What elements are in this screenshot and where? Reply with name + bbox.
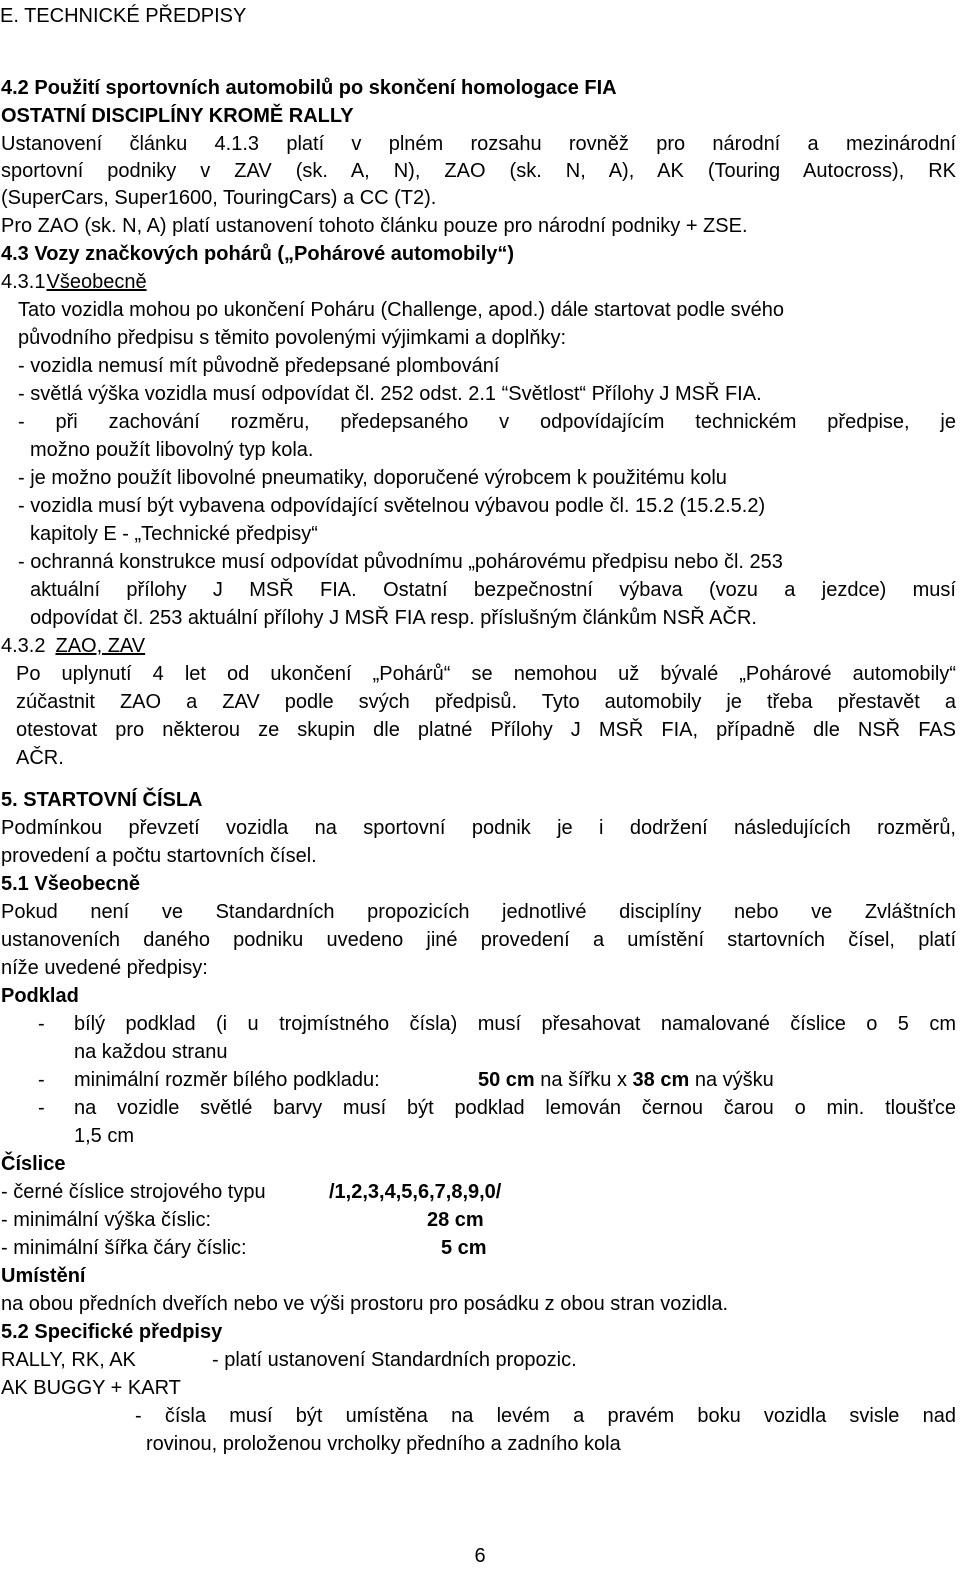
paragraph-line: Po uplynutí 4 let od ukončení „Pohárů“ se nemohou už bývalé „Pohárové automobily“ <box>16 663 956 685</box>
height-value: 38 cm <box>632 1069 690 1091</box>
list-item: minimální rozměr bílého podkladu: <box>74 1069 380 1091</box>
paragraph-line: Tato vozidla mohou po ukončení Poháru (Challenge, apod.) dále startovat podle svého <box>18 299 785 321</box>
section-4-2-title: 4.2 Použití sportovních automobilů po skončení homologace FIA <box>1 77 617 99</box>
list-dash: - <box>38 1097 45 1119</box>
list-item-continuation: kapitoly E - „Technické předpisy“ <box>30 523 318 545</box>
cislice-heading: Číslice <box>1 1153 66 1175</box>
section-4-2-subtitle: OSTATNÍ DISCIPLÍNY KROMĚ RALLY <box>1 105 354 127</box>
list-dash: - <box>38 1013 45 1035</box>
section-title: Všeobecně <box>46 271 147 293</box>
list-item: - je možno použít libovolné pneumatiky, doporučené výrobcem k použitému kolu <box>18 467 727 489</box>
list-item: - světlá výška vozidla musí odpovídat čl. 252 odst. 2.1 “Světlost“ Přílohy J MSŘ FIA. <box>18 383 762 405</box>
page-number: 6 <box>474 1545 486 1567</box>
list-item: - minimální výška číslic: <box>1 1209 212 1231</box>
paragraph-line: ustanoveních daného podniku uvedeno jiné provedení a umístění startovních čísel, platí <box>1 929 956 951</box>
list-item: na vozidle světlé barvy musí být podklad lemován černou čarou o min. tloušťce <box>74 1097 956 1119</box>
section-5-1-title: 5.1 Všeobecně <box>1 873 140 895</box>
width-label: na šířku x <box>540 1069 627 1091</box>
paragraph-line: níže uvedené předpisy: <box>1 957 208 979</box>
list-item: bílý podklad (i u trojmístného čísla) musí přesahovat namalované číslice o 5 cm <box>74 1013 956 1035</box>
paragraph-line: Pro ZAO (sk. N, A) platí ustanovení tohoto článku pouze pro národní podniky + ZSE. <box>1 215 748 237</box>
podklad-heading: Podklad <box>1 985 79 1007</box>
list-item-value: 28 cm <box>427 1209 484 1231</box>
paragraph-line: AČR. <box>16 747 64 769</box>
section-4-3-2-heading <box>1 634 145 658</box>
section-4-3-1-heading <box>1 270 147 294</box>
discipline-rule-continuation: rovinou, proloženou vrcholky předního a zadního kola <box>146 1433 621 1455</box>
list-item: - ochranná konstrukce musí odpovídat původnímu „pohárovému předpisu nebo čl. 253 <box>18 551 783 573</box>
section-5-title: 5. STARTOVNÍ ČÍSLA <box>1 789 203 811</box>
list-item: - minimální šířka čáry číslic: <box>1 1237 247 1259</box>
discipline-rule: - platí ustanovení Standardních propozic. <box>212 1349 577 1371</box>
section-4-3-title: 4.3 Vozy značkových pohárů („Pohárové automobily“) <box>1 243 515 265</box>
paragraph-line: provedení a počtu startovních čísel. <box>1 845 317 867</box>
list-item: - vozidla nemusí mít původně předepsané plombování <box>18 355 500 377</box>
list-dash: - <box>38 1069 45 1091</box>
paragraph-line: zúčastnit ZAO a ZAV podle svých předpisů. Tyto automobily je třeba přestavět a <box>16 691 956 713</box>
paragraph-line: Pokud není ve Standardních propozicích jednotlivé disciplíny nebo ve Zvláštních <box>1 901 956 923</box>
section-title: ZAO, ZAV <box>55 635 146 657</box>
section-number: 4.3.1 <box>1 271 46 293</box>
list-item-values <box>478 1068 774 1092</box>
height-label: na výšku <box>694 1069 774 1091</box>
list-item: - černé číslice strojového typu <box>1 1181 266 1203</box>
paragraph-line: na obou předních dveřích nebo ve výši prostoru pro posádku z obou stran vozidla. <box>1 1293 729 1315</box>
list-item-value: /1,2,3,4,5,6,7,8,9,0/ <box>329 1181 502 1203</box>
paragraph-line: Ustanovení článku 4.1.3 platí v plném rozsahu rovněž pro národní a mezinárodní <box>1 133 956 155</box>
paragraph-line: Podmínkou převzetí vozidla na sportovní podnik je i dodržení následujících rozměrů, <box>1 817 956 839</box>
discipline-label: RALLY, RK, AK <box>1 1349 136 1371</box>
list-item-continuation: na každou stranu <box>74 1041 228 1063</box>
umisteni-heading: Umístění <box>1 1265 86 1287</box>
section-5-2-title: 5.2 Specifické předpisy <box>1 1321 223 1343</box>
discipline-rule: - čísla musí být umístěna na levém a pravém boku vozidla svisle nad <box>135 1405 956 1427</box>
list-item: - vozidla musí být vybavena odpovídající světelnou výbavou podle čl. 15.2 (15.2.5.2) <box>18 495 766 517</box>
list-item-value: 5 cm <box>441 1237 487 1259</box>
section-number: 4.3.2 <box>1 635 46 657</box>
paragraph-line: (SuperCars, Super1600, TouringCars) a CC (T2). <box>1 187 437 209</box>
list-item-continuation: možno použít libovolný typ kola. <box>30 439 314 461</box>
width-value: 50 cm <box>478 1069 535 1091</box>
paragraph-line: původního předpisu s těmito povolenými výjimkami a doplňky: <box>18 327 567 349</box>
chapter-heading: E. TECHNICKÉ PŘEDPISY <box>0 5 247 27</box>
list-item-continuation: aktuální přílohy J MSŘ FIA. Ostatní bezpečnostní výbava (vozu a jezdce) musí <box>30 579 956 601</box>
list-item: - při zachování rozměru, předepsaného v odpovídajícím technickém předpise, je <box>18 411 956 433</box>
list-item-continuation: 1,5 cm <box>74 1125 135 1147</box>
list-item-continuation: odpovídat čl. 253 aktuální přílohy J MSŘ FIA resp. příslušným článkům NSŘ AČR. <box>30 607 757 629</box>
paragraph-line: sportovní podniky v ZAV (sk. A, N), ZAO (sk. N, A), AK (Touring Autocross), RK <box>1 160 956 182</box>
discipline-label: AK BUGGY + KART <box>1 1377 181 1399</box>
paragraph-line: otestovat pro některou ze skupin dle platné Přílohy J MSŘ FIA, případně dle NSŘ FAS <box>16 719 956 741</box>
